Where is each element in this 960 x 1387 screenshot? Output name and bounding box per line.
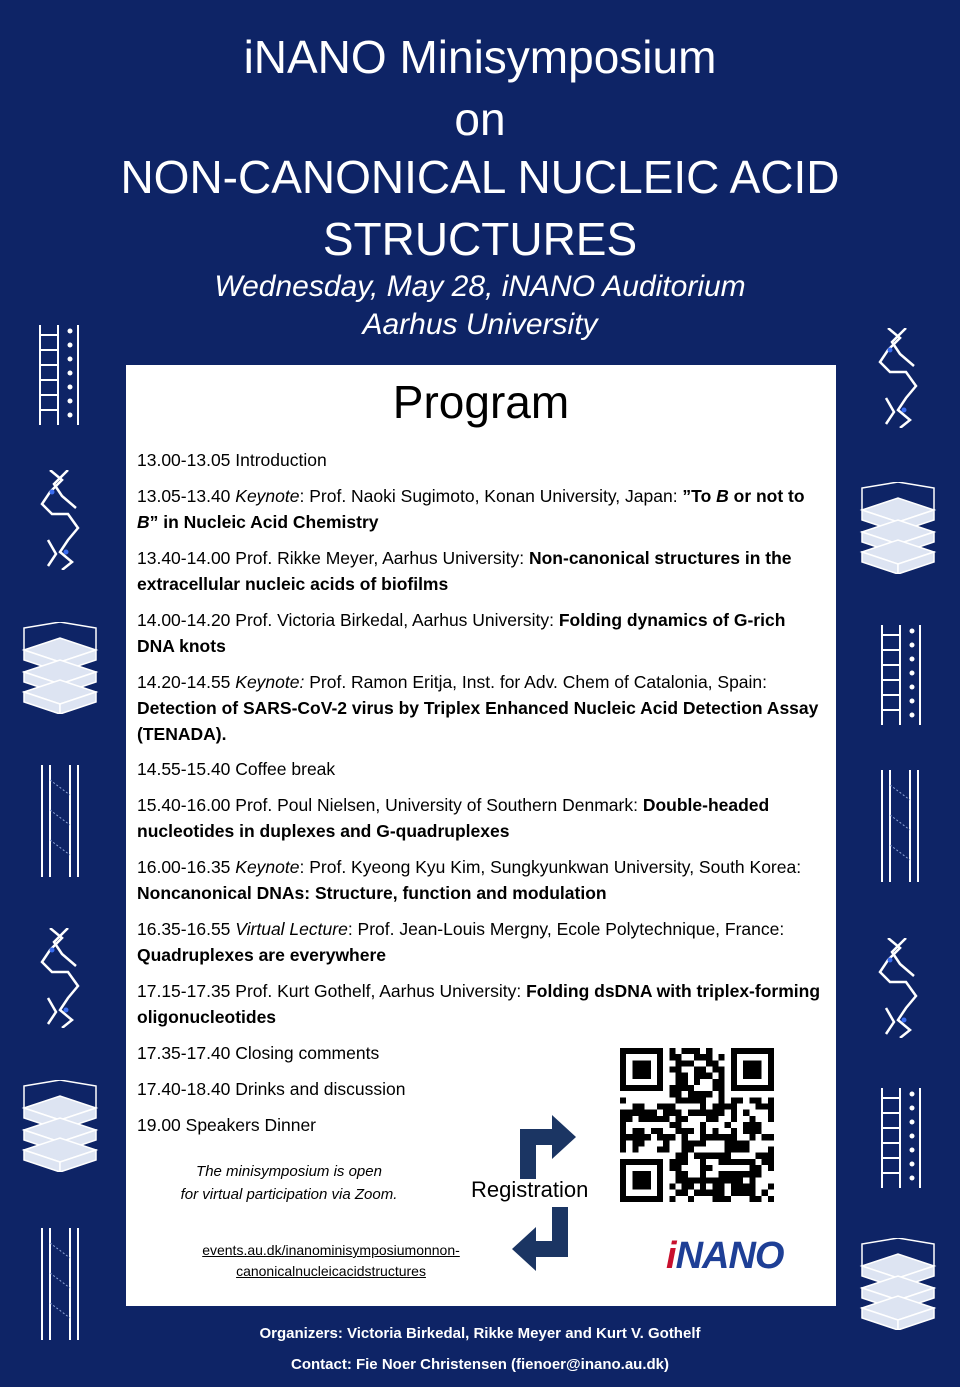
inano-logo-text: NANO	[675, 1235, 784, 1277]
g-quadruplex-icon	[38, 928, 84, 1028]
contact: Contact: Fie Noer Christensen (fienoer@inano.au.dk)	[290, 1356, 669, 1373]
program-item: 13.00-13.05 Introduction	[137, 450, 327, 470]
event-date: Wednesday, May 28, iNANO Auditorium	[214, 270, 746, 303]
program-item: 16.35-16.55 Virtual Lecture: Prof. Jean-Louis Mergny, Ecole Polytechnique, France: Quadruplexes are everywhere	[137, 919, 785, 965]
virtual-note-line-2: for virtual participation via Zoom.	[180, 1186, 398, 1203]
program-item: 14.20-14.55 Keynote: Prof. Ramon Eritja, Inst. for Adv. Chem of Catalonia, Spain: Detection of SARS-CoV-2 virus by Triplex Enhanced Nucleic Acid Detection Assay (TENADA).	[137, 672, 819, 744]
title-line-2: on	[454, 93, 506, 145]
dna-ladder-icon	[34, 325, 84, 425]
program-item: 13.05-13.40 Keynote: Prof. Naoki Sugimoto, Konan University, Japan: ”To B or not to B” in Nucleic Acid Chemistry	[137, 486, 805, 532]
registration-label: Registration	[471, 1177, 589, 1202]
g-quadruplex-icon	[876, 328, 922, 428]
program-item: 15.40-16.00 Prof. Poul Nielsen, University of Southern Denmark: Double-headed nucleotides in duplexes and G-quadruplexes	[137, 795, 770, 841]
program-item: 17.40-18.40 Drinks and discussion	[137, 1079, 406, 1099]
dna-ladder-icon	[876, 625, 926, 725]
program-item: 16.00-16.35 Keynote: Prof. Kyeong Kyu Kim, Sungkyunkwan University, South Korea: Noncanonical DNAs: Structure, function and modulation	[137, 857, 802, 903]
dna-duplex-icon	[38, 765, 82, 877]
title-line-3: NON-CANONICAL NUCLEIC ACID	[120, 151, 840, 203]
triplex-stack-icon	[858, 482, 938, 574]
triplex-stack-icon	[20, 622, 100, 714]
registration-link-line-2[interactable]: canonicalnucleicacidstructures	[236, 1263, 426, 1279]
triplex-stack-icon	[858, 1238, 938, 1330]
registration-qr-code[interactable]	[620, 1048, 774, 1202]
dna-ladder-icon	[876, 1088, 926, 1188]
program-item: 14.55-15.40 Coffee break	[137, 759, 336, 779]
registration-link-line-1[interactable]: events.au.dk/inanominisymposiumonnon-	[202, 1242, 460, 1258]
program-panel	[126, 365, 836, 1306]
program-item: 17.15-17.35 Prof. Kurt Gothelf, Aarhus University: Folding dsDNA with triplex-forming oligonucleotides	[137, 981, 821, 1027]
program-item: 14.00-14.20 Prof. Victoria Birkedal, Aarhus University: Folding dynamics of G-rich DNA knots	[137, 610, 786, 656]
organizers: Organizers: Victoria Birkedal, Rikke Meyer and Kurt V. Gothelf	[259, 1325, 701, 1342]
program-heading: Program	[392, 376, 570, 428]
dna-duplex-icon	[878, 770, 922, 882]
title-line-1: iNANO Minisymposium	[243, 31, 717, 83]
program-item: 19.00 Speakers Dinner	[137, 1115, 316, 1135]
virtual-note-line-1: The minisymposium is open	[196, 1163, 382, 1180]
dna-duplex-icon	[38, 1228, 82, 1340]
inano-logo	[666, 1235, 783, 1278]
event-place: Aarhus University	[362, 308, 598, 341]
inano-logo-i: i	[666, 1235, 676, 1277]
triplex-stack-icon	[20, 1080, 100, 1172]
registration-link[interactable]	[166, 1240, 496, 1282]
title-line-4: STRUCTURES	[322, 213, 638, 265]
arrow-down-left-icon	[510, 1207, 576, 1281]
arrow-up-right-icon	[512, 1105, 578, 1179]
virtual-note	[154, 1160, 424, 1206]
g-quadruplex-icon	[38, 470, 84, 570]
program-item: 13.40-14.00 Prof. Rikke Meyer, Aarhus University: Non-canonical structures in the extracellular nucleic acids of biofilms	[137, 548, 792, 594]
g-quadruplex-icon	[876, 938, 922, 1038]
program-item: 17.35-17.40 Closing comments	[137, 1043, 380, 1063]
